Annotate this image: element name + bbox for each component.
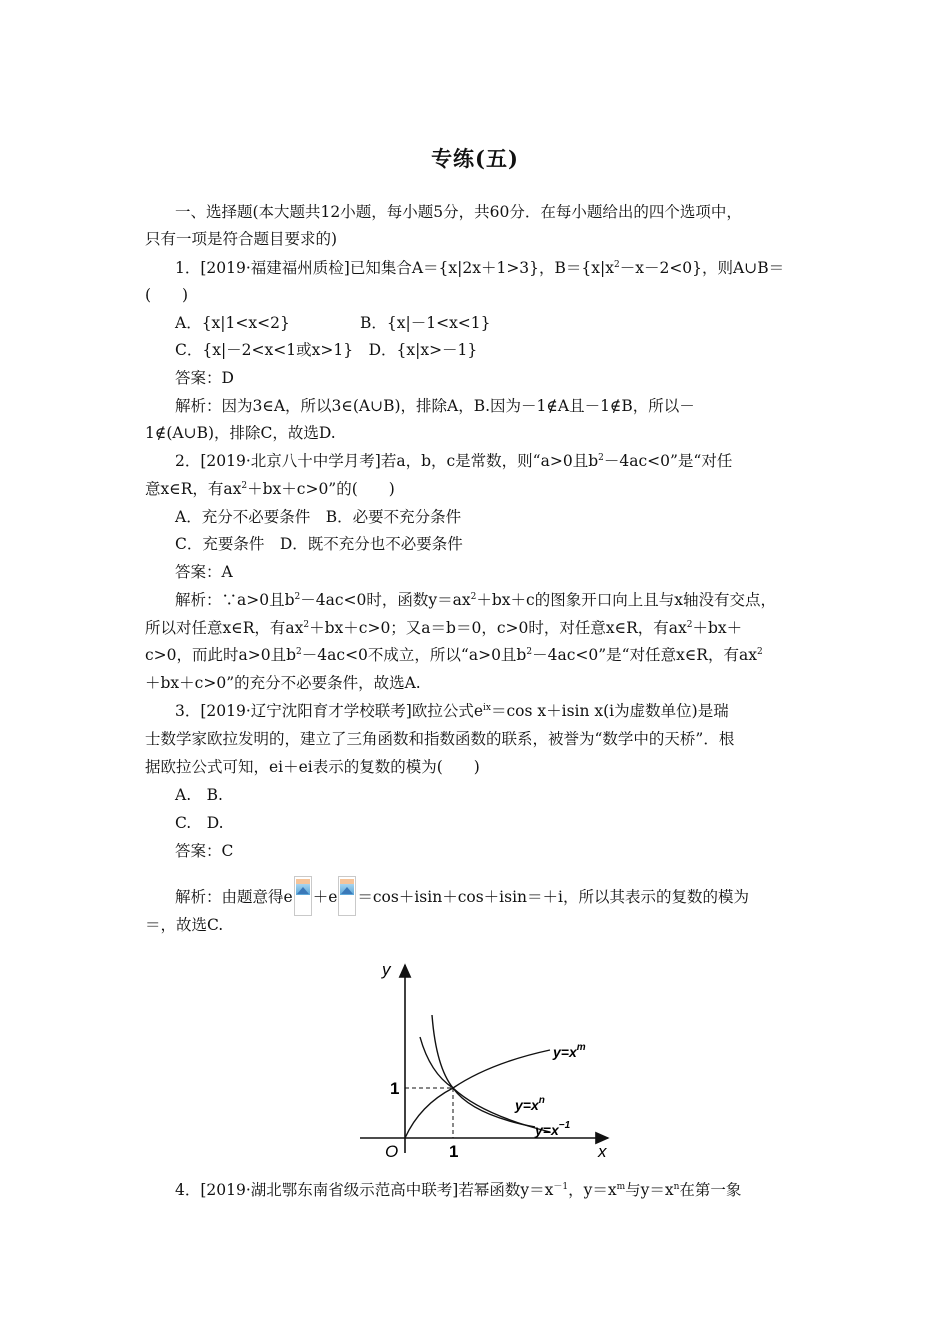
origin-label: O [385,1142,399,1161]
power-function-graph [360,955,620,1165]
question-2-stem: 2．[2019·北京八十中学月考]若a，b，c是常数，则“a>0且$b^2-4ac<0$”是“对任 [175,452,733,470]
y-axis-label: y [382,960,391,979]
page-title: 专练(五) [431,146,519,171]
label-x-m: $y=x^m$ [553,1042,586,1060]
label-x-n: $y=x^n$ [515,1095,545,1113]
question-2-explanation-cont2: c>0，而此时a>0且$b^2-4ac<0$不成立，所以“a>0且$b^2-4ac<0$”是“对任意x∈R，有$ax^2$ [145,646,763,664]
question-2-answer: 答案：A [175,563,233,581]
question-2-options-ab: A．充分不必要条件 B．必要不充分条件 [175,508,462,526]
question-1-explanation-cont: 1∉(A∪B)，排除C，故选D. [145,424,336,442]
question-2-explanation-cont3: ＋bx＋c>0”的充分不必要条件，故选A. [145,674,421,692]
question-2-options-cd: C．充要条件 D．既不充分也不必要条件 [175,535,463,553]
question-1-option-b: B．{x|－1<x<1} [360,314,491,332]
broken-image-icon [338,876,356,916]
question-3-options-cd: C. D. [175,814,224,832]
question-1-option-a: A．{x|1<x<2} [175,314,290,332]
question-1-explanation: 解析：因为3∈A，所以3∈(A∪B)，排除A，B.因为－1∉A且－1∉B，所以－ [175,397,695,415]
curve-x-m [405,1050,550,1138]
question-1-stem: 1．[2019·福建福州质检]已知集合A＝{x|2x＋1>3}，$B=\{x|x^2-x-2<0\}$，则A∪B＝ [175,259,785,277]
curve-x-neg1 [420,1037,550,1132]
question-4-stem: 4．[2019·湖北鄂东南省级示范高中联考]若幂函数$y=x^{-1}$，$y=x^m$与$y=x^n$在第一象 [175,1181,742,1199]
question-3-stem: 3．[2019·辽宁沈阳育才学校联考]欧拉公式$e^{ix}=\cos$ x＋isin x(i为虚数单位)是瑞 [175,702,729,720]
question-1-answer: 答案：D [175,369,234,387]
question-2-explanation-cont: 所以对任意x∈R，有$ax^2+bx+c>0$；又a＝b＝0，c>0时，对任意x∈R，有$ax^2+bx+$ [145,619,743,637]
y-tick-1: 1 [390,1079,400,1098]
question-3-stem-cont: 士数学家欧拉发明的，建立了三角函数和指数函数的联系，被誉为“数学中的天桥”．根 [145,730,735,748]
question-1-bracket: ( ) [145,286,189,304]
question-1-options-cd: C．{x|－2<x<1或x>1} D．{x|x>－1} [175,341,478,359]
question-2-explanation: 解析：∵a>0且$b^2-4ac<0$时，函数$y=ax^2+bx+c$的图象开口向上且与x轴没有交点， [175,591,776,609]
x-tick-1: 1 [449,1142,459,1161]
question-3-explanation-cont: ＝，故选C. [145,916,224,934]
question-3-options-ab: A. B. [175,786,223,804]
x-axis-label: x [598,1142,607,1161]
question-2-stem-cont: 意x∈R，有$ax^2+bx+c>0$”的( ) [145,480,395,498]
section-heading: 一、选择题(本大题共12小题，每小题5分，共60分．在每小题给出的四个选项中， [175,203,742,221]
section-heading-cont: 只有一项是符合题目要求的) [145,230,338,248]
question-3-explanation: 解析：由题意得e ＋e ＝cos＋isin＋cos＋isin＝＋i，所以其表示的复数的模为 [175,876,749,916]
question-3-stem-cont2: 据欧拉公式可知，ei＋ei表示的复数的模为( ) [145,758,480,776]
label-x-neg1: $y=x^{-1}$ [535,1120,571,1138]
broken-image-icon [294,876,312,916]
question-3-answer: 答案：C [175,842,234,860]
